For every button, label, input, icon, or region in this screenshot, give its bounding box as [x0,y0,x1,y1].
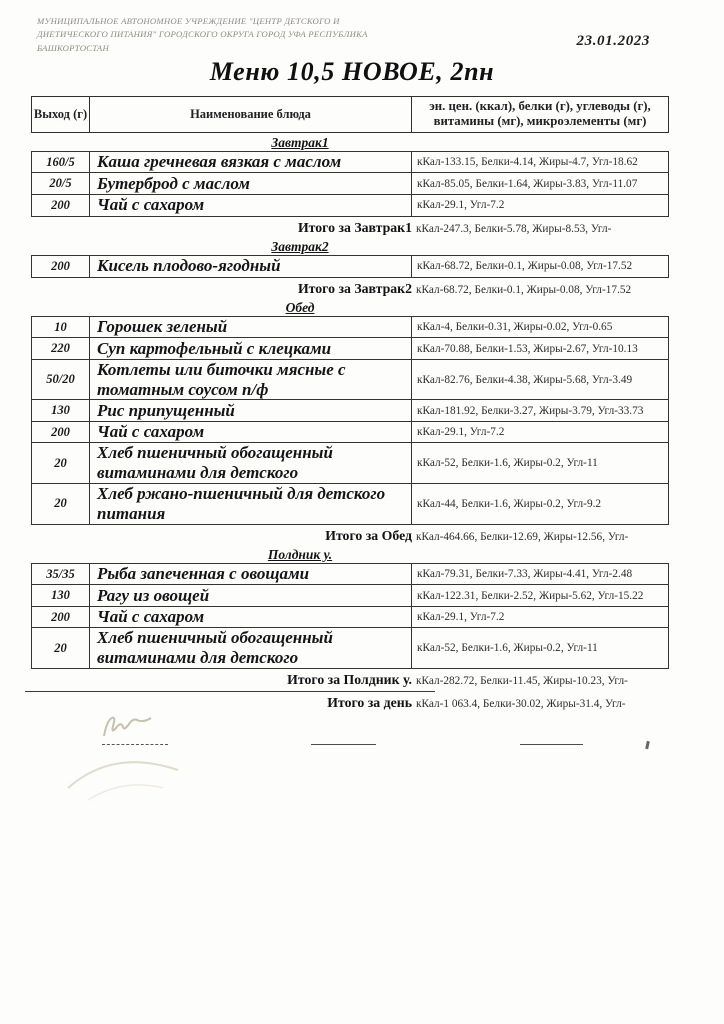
menu-row [31,151,669,174]
row-nutrition: кКал-181.92, Белки-3.27, Жиры-3.79, Угл-33.73 [411,400,668,421]
row-nutrition: кКал-52, Белки-1.6, Жиры-0.2, Угл-11 [411,443,668,483]
signature-line-left [102,744,168,745]
menu-section [31,135,669,237]
row-output: 10 [32,317,90,338]
row-nutrition: кКал-79.31, Белки-7.33, Жиры-4.41, Угл-2.48 [411,564,668,585]
menu-row [31,172,669,195]
col-header-dish-name: Наименование блюда [190,106,311,121]
menu-row [31,194,669,217]
menu-row [31,442,669,484]
section-label: Завтрак1 [271,134,329,150]
row-nutrition: кКал-29.1, Угл-7.2 [411,195,668,216]
menu-table [31,96,669,713]
col-header-output: Выход (г) [32,97,90,132]
section-total-label: Итого за Обед [325,527,412,543]
menu-row [31,606,669,629]
row-output: 50/20 [32,360,90,400]
menu-row [31,399,669,422]
row-nutrition: кКал-122.31, Белки-2.52, Жиры-5.62, Угл-15.22 [411,585,668,606]
day-total-label: Итого за день [327,695,412,711]
ink-tick-artifact [645,741,649,749]
section-total-info: кКал-464.66, Белки-12.69, Жиры-12.56, Угл- [416,530,629,543]
menu-section [31,239,669,298]
section-label: Обед [285,299,315,315]
section-rows [31,563,669,670]
menu-row [31,483,669,525]
row-nutrition: кКал-29.1, Угл-7.2 [411,422,668,443]
row-nutrition: кКал-85.05, Белки-1.64, Жиры-3.83, Угл-11.07 [411,173,668,194]
total-divider-line [25,691,435,692]
menu-row [31,255,669,278]
row-dish-name: Рыба запеченная с овощами [97,564,310,584]
organization-name: МУНИЦИПАЛЬНОЕ АВТОНОМНОЕ УЧРЕЖДЕНИЕ "ЦЕНТР ДЕТСКОГО И ДИЕТИЧЕСКОГО ПИТАНИЯ" ГОРОДСКОГО ОКРУГА ГОРОД УФА РЕСПУБЛИКА БАШКОРТОСТАН [37,16,368,53]
menu-row [31,337,669,360]
row-output: 20/5 [32,173,90,194]
section-total-label: Итого за Полдник у. [287,672,412,688]
row-output: 35/35 [32,564,90,585]
menu-sections [31,135,669,690]
signature-mark [104,718,151,736]
section-rows [31,255,669,278]
row-dish-name: Каша гречневая вязкая с маслом [97,152,342,172]
menu-row [31,563,669,586]
menu-row [31,421,669,444]
section-total-label: Итого за Завтрак2 [297,280,412,296]
row-nutrition: кКал-44, Белки-1.6, Жиры-0.2, Угл-9.2 [411,484,668,524]
row-nutrition: кКал-68.72, Белки-0.1, Жиры-0.08, Угл-17.52 [411,256,668,277]
day-total-info: кКал-1 063.4, Белки-30.02, Жиры-31.4, Угл- [416,698,626,711]
row-output: 130 [32,585,90,606]
row-dish-name: Горошек зеленый [97,317,228,337]
table-header-row [31,96,669,133]
section-total-row [31,220,669,237]
row-dish-name: Суп картофельный с клецками [97,338,332,358]
document-date: 23.01.2023 [576,33,650,49]
row-output: 200 [32,195,90,216]
row-dish-name: Бутерброд с маслом [97,173,250,193]
section-label: Полдник у. [267,546,333,562]
row-nutrition: кКал-70.88, Белки-1.53, Жиры-2.67, Угл-10.13 [411,338,668,359]
section-total-row [31,281,669,298]
signature-line-right [520,744,583,745]
section-total-row [31,672,669,689]
row-dish-name: Чай с сахаром [97,607,205,627]
row-dish-name: Кисель плодово-ягодный [97,256,281,276]
row-output: 200 [32,607,90,628]
menu-row [31,627,669,669]
row-output: 200 [32,256,90,277]
page-title: Меню 10,5 НОВОЕ, 2пн [209,57,495,86]
row-dish-name: Рис припущенный [97,400,235,420]
section-total-info: кКал-247.3, Белки-5.78, Жиры-8.53, Угл- [416,222,612,235]
menu-row [31,584,669,607]
row-dish-name: Рагу из овощей [97,585,210,605]
menu-row [31,316,669,339]
row-output: 160/5 [32,152,90,173]
row-dish-name: Чай с сахаром [97,422,205,442]
row-nutrition: кКал-133.15, Белки-4.14, Жиры-4.7, Угл-18.62 [411,152,668,173]
section-total-row [31,528,669,545]
section-total-label: Итого за Завтрак1 [297,219,412,235]
row-dish-name: Хлеб пшеничный обогащенный витаминами для детского [97,443,333,483]
row-nutrition: кКал-52, Белки-1.6, Жиры-0.2, Угл-11 [411,628,668,668]
signature-line-middle [311,744,376,745]
menu-section [31,300,669,545]
row-dish-name: Чай с сахаром [97,195,205,215]
section-rows [31,151,669,217]
row-nutrition: кКал-82.76, Белки-4.38, Жиры-5.68, Угл-3.49 [411,360,668,400]
row-output: 200 [32,422,90,443]
stamp-mark [58,700,188,815]
menu-row [31,359,669,401]
row-dish-name: Котлеты или биточки мясные с томатным соусом п/ф [97,359,346,399]
row-dish-name: Хлеб ржано-пшеничный для детского питания [97,483,386,523]
row-nutrition: кКал-29.1, Угл-7.2 [411,607,668,628]
section-total-info: кКал-68.72, Белки-0.1, Жиры-0.08, Угл-17.52 [416,283,632,296]
row-output: 20 [32,628,90,668]
row-output: 130 [32,400,90,421]
section-total-info: кКал-282.72, Белки-11.45, Жиры-10.23, Угл- [416,675,628,688]
section-rows [31,316,669,525]
row-output: 220 [32,338,90,359]
col-header-nutrition: эн. цен. (ккал), белки (г), углеводы (г), витамины (мг), микроэлементы (мг) [411,97,668,132]
row-nutrition: кКал-4, Белки-0.31, Жиры-0.02, Угл-0.65 [411,317,668,338]
section-label: Завтрак2 [271,238,329,254]
row-output: 20 [32,443,90,483]
row-dish-name: Хлеб пшеничный обогащенный витаминами для детского [97,628,333,668]
menu-section [31,547,669,690]
row-output: 20 [32,484,90,524]
